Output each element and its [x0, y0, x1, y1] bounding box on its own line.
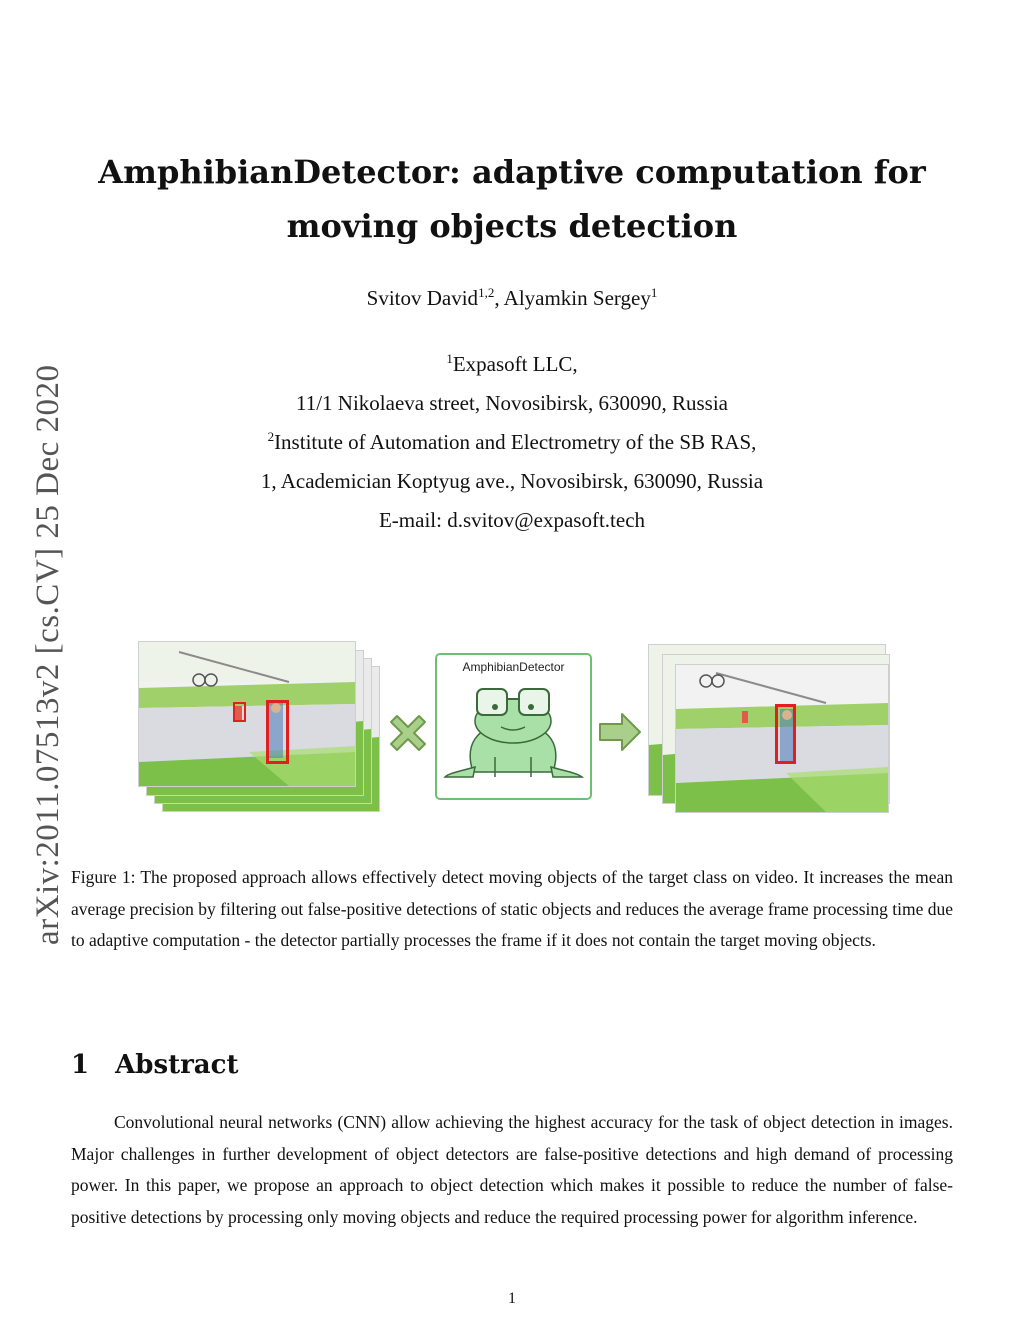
title-line-2: moving objects detection — [286, 207, 738, 245]
affiliation-mark: 2 — [267, 429, 275, 444]
affiliation-name: Expasoft LLC, — [452, 352, 578, 376]
author-affiliation-mark: 1 — [650, 285, 658, 300]
affiliation-address: 1, Academician Koptyug ave., Novosibirsk, 630090, Russia — [260, 469, 764, 493]
input-frame-front — [138, 641, 356, 787]
author-separator: , — [494, 286, 504, 310]
frog-icon — [443, 677, 584, 794]
detector-label: AmphibianDetector — [462, 660, 565, 674]
abstract-paragraph: Convolutional neural networks (CNN) allow achieving the highest accuracy for the task of object detection in images. Major challenges in further development of object detectors are false-positive detections and high demand of processing power. In this paper, we propose an approach to object detection which makes it possible to reduce the number of false-positive detections by processing only moving objects and reduce the required processing power for algorithm inference. — [71, 1112, 953, 1227]
author-list — [0, 286, 1024, 311]
contact-email: E-mail: d.svitov@expasoft.tech — [378, 508, 646, 532]
title-line-1: AmphibianDetector: adaptive computation for — [98, 153, 926, 191]
author-name: Svitov David — [366, 286, 479, 310]
author-name: Alyamkin Sergey — [503, 286, 651, 310]
detector-box — [435, 653, 592, 800]
paper-title — [0, 145, 1024, 253]
detection-box-moving-object — [266, 700, 289, 764]
arxiv-identifier: arXiv:2011.07513v2 [cs.CV] 25 Dec 2020 — [30, 364, 66, 945]
page-number: 1 — [508, 1290, 516, 1307]
affiliations — [0, 345, 1024, 540]
detection-box-output — [775, 704, 796, 764]
affiliation-address: 11/1 Nikolaeva street, Novosibirsk, 630090, Russia — [295, 391, 728, 415]
section-title: Abstract — [115, 1050, 239, 1080]
figure-caption: Figure 1: The proposed approach allows effectively detect moving objects of the target class on video. It increases the mean average precision by filtering out false-positive detections of static objects and reduces the average frame processing time due to adaptive computation - the detector partially processes the frame if it does not contain the target moving objects. — [71, 867, 953, 950]
arrow-right-icon — [598, 712, 642, 752]
author-affiliation-mark: 1,2 — [478, 285, 495, 300]
affiliation-name: Institute of Automation and Electrometry of the SB RAS, — [274, 430, 757, 454]
section-number: 1 — [71, 1050, 90, 1080]
affiliation-mark: 1 — [446, 351, 453, 366]
section-heading — [71, 1050, 238, 1080]
cross-icon — [389, 714, 427, 752]
detection-box-static-object — [233, 702, 246, 722]
